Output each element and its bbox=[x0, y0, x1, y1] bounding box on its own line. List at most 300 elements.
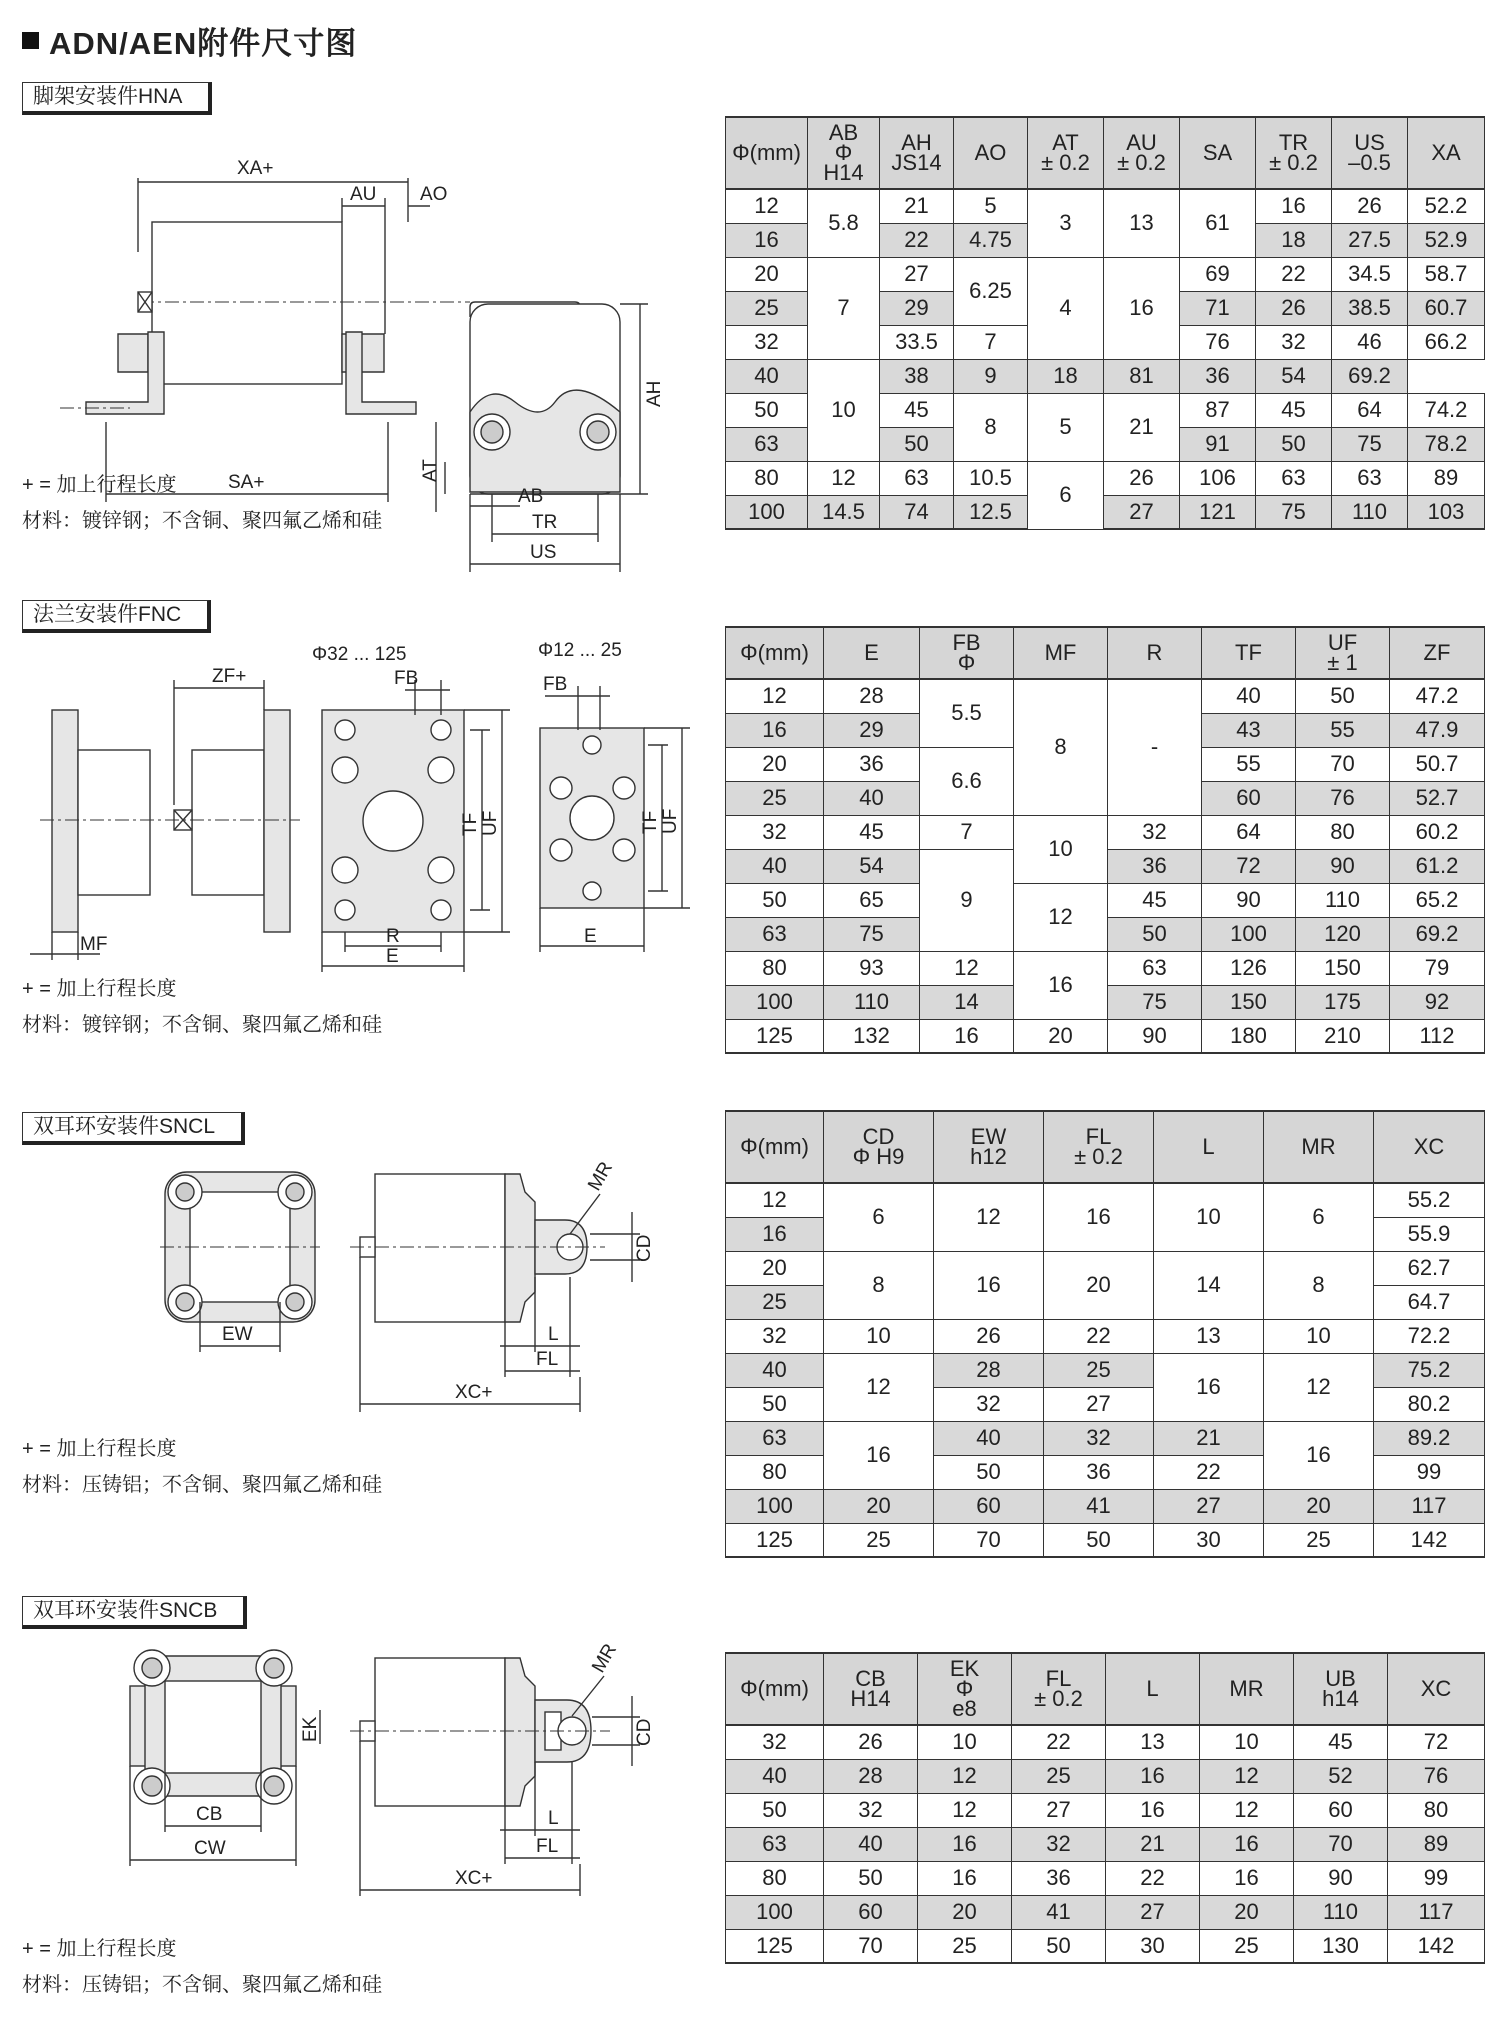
hna-table bbox=[725, 116, 1485, 530]
sncb-mr-leader bbox=[572, 1676, 604, 1716]
table-cell: 74 bbox=[880, 495, 954, 529]
table-cell: 55.2 bbox=[1374, 1183, 1485, 1217]
table-cell: 38.5 bbox=[1332, 291, 1408, 325]
table-cell: 60 bbox=[824, 1895, 918, 1929]
sncl-label-l: L bbox=[548, 1324, 559, 1345]
hna-header-row bbox=[726, 117, 1485, 189]
table-cell: 54 bbox=[824, 849, 920, 883]
table-cell: 80 bbox=[1296, 815, 1390, 849]
table-cell: 80 bbox=[726, 1455, 824, 1489]
table-cell: 12 bbox=[920, 951, 1014, 985]
table-cell: 142 bbox=[1374, 1523, 1485, 1557]
table-cell: 27.5 bbox=[1332, 223, 1408, 257]
fnc-row-12 bbox=[726, 679, 1485, 713]
table-cell: 10 bbox=[1200, 1725, 1294, 1759]
hna-h-tr: TR ± 0.2 bbox=[1256, 117, 1332, 189]
table-cell: 25 bbox=[726, 1285, 824, 1319]
fnc-stroke-note: + = 加上行程长度 bbox=[22, 978, 177, 1000]
fnc-h-phi: Φ(mm) bbox=[726, 627, 824, 679]
sncb-mount-base bbox=[505, 1658, 535, 1806]
table-cell: 21 bbox=[880, 189, 954, 223]
table-cell: 63 bbox=[726, 1421, 824, 1455]
table-cell: 125 bbox=[726, 1929, 824, 1963]
table-cell: 5 bbox=[1028, 393, 1104, 461]
table-cell: 117 bbox=[1374, 1489, 1485, 1523]
table-cell: 41 bbox=[1012, 1895, 1106, 1929]
table-cell: 25 bbox=[1200, 1929, 1294, 1963]
hna-label-ab: AB bbox=[518, 486, 544, 507]
section-label-hna: 脚架安装件HNA bbox=[22, 82, 212, 115]
table-cell: 25 bbox=[824, 1523, 934, 1557]
fnc-label-small-tf: TF bbox=[640, 810, 661, 834]
fnc-h-mf: MF bbox=[1014, 627, 1108, 679]
table-cell: 99 bbox=[1388, 1861, 1485, 1895]
table-cell: 100 bbox=[726, 985, 824, 1019]
table-cell: 90 bbox=[1296, 849, 1390, 883]
table-cell: 5 bbox=[954, 189, 1028, 223]
table-cell: 6 bbox=[1264, 1183, 1374, 1251]
hna-label-xa: XA+ bbox=[237, 158, 274, 179]
table-cell: 50 bbox=[1256, 427, 1332, 461]
table-cell: 22 bbox=[1012, 1725, 1106, 1759]
table-cell: 29 bbox=[880, 291, 954, 325]
hna-label-ah: AH bbox=[644, 380, 665, 407]
table-cell: 6 bbox=[1028, 461, 1104, 529]
table-cell: 110 bbox=[1294, 1895, 1388, 1929]
table-cell: 12 bbox=[918, 1759, 1012, 1793]
table-cell: 76 bbox=[1388, 1759, 1485, 1793]
hna-label-au: AU bbox=[350, 184, 377, 205]
table-cell: 28 bbox=[824, 1759, 918, 1793]
table-cell: 65 bbox=[824, 883, 920, 917]
hna-label-sa: SA+ bbox=[228, 472, 265, 493]
table-cell: 16 bbox=[1044, 1183, 1154, 1251]
sncb-label-cb: CB bbox=[196, 1804, 223, 1825]
table-cell: 32 bbox=[726, 1725, 824, 1759]
table-cell: 50 bbox=[824, 1861, 918, 1895]
table-cell: 52.2 bbox=[1408, 189, 1485, 223]
table-cell: 27 bbox=[1106, 1895, 1200, 1929]
hna-label-at: AT bbox=[420, 459, 441, 482]
table-cell: 70 bbox=[1296, 747, 1390, 781]
table-cell: 50 bbox=[726, 1387, 824, 1421]
table-cell: 36 bbox=[1180, 359, 1256, 393]
fnc-right-flange bbox=[264, 710, 290, 932]
table-cell: 28 bbox=[934, 1353, 1044, 1387]
table-cell: 92 bbox=[1390, 985, 1485, 1019]
table-cell: 43 bbox=[1202, 713, 1296, 747]
table-cell: 27 bbox=[1044, 1387, 1154, 1421]
table-cell: 52.7 bbox=[1390, 781, 1485, 815]
fnc-h-fb: FB Φ bbox=[920, 627, 1014, 679]
table-cell: 47.2 bbox=[1390, 679, 1485, 713]
fnc-label-range-small: Φ12 ... 25 bbox=[538, 640, 622, 661]
table-cell: 63 bbox=[1332, 461, 1408, 495]
sncl-stroke-note: + = 加上行程长度 bbox=[22, 1438, 177, 1460]
table-cell: 80 bbox=[726, 461, 808, 495]
table-cell: - bbox=[1108, 679, 1202, 815]
table-cell: 25 bbox=[1264, 1523, 1374, 1557]
table-cell: 32 bbox=[934, 1387, 1044, 1421]
table-cell: 70 bbox=[824, 1929, 918, 1963]
sncl-label-ew: EW bbox=[222, 1324, 253, 1345]
table-cell: 16 bbox=[920, 1019, 1014, 1053]
hna-h-us: US –0.5 bbox=[1332, 117, 1408, 189]
table-cell: 16 bbox=[934, 1251, 1044, 1319]
table-cell: 38 bbox=[880, 359, 954, 393]
table-cell: 40 bbox=[726, 1353, 824, 1387]
sncl-mount-base bbox=[505, 1174, 535, 1322]
fnc-table bbox=[725, 626, 1485, 1054]
table-cell: 22 bbox=[880, 223, 954, 257]
table-cell: 132 bbox=[824, 1019, 920, 1053]
table-cell: 16 bbox=[1154, 1353, 1264, 1421]
table-cell: 69.2 bbox=[1332, 359, 1408, 393]
table-cell: 16 bbox=[824, 1421, 934, 1489]
fnc-label-tf: TF bbox=[460, 812, 481, 836]
table-cell: 70 bbox=[934, 1523, 1044, 1557]
table-cell: 25 bbox=[1012, 1759, 1106, 1793]
table-cell: 72 bbox=[1388, 1725, 1485, 1759]
sncl-row-63 bbox=[726, 1421, 1485, 1455]
table-cell: 80 bbox=[726, 1861, 824, 1895]
table-cell: 87 bbox=[1180, 393, 1256, 427]
table-cell: 50.7 bbox=[1390, 747, 1485, 781]
table-cell: 75.2 bbox=[1374, 1353, 1485, 1387]
table-cell: 80 bbox=[726, 951, 824, 985]
sncb-h-fl: FL ± 0.2 bbox=[1012, 1653, 1106, 1725]
table-cell: 45 bbox=[880, 393, 954, 427]
table-cell: 89.2 bbox=[1374, 1421, 1485, 1455]
table-cell: 16 bbox=[1106, 1793, 1200, 1827]
table-cell: 21 bbox=[1104, 393, 1180, 461]
table-cell: 60 bbox=[1294, 1793, 1388, 1827]
fnc-label-mf: MF bbox=[80, 934, 108, 955]
table-cell: 12 bbox=[726, 189, 808, 223]
table-cell: 175 bbox=[1296, 985, 1390, 1019]
fnc-label-fb: FB bbox=[394, 668, 419, 689]
fnc-h-e: E bbox=[824, 627, 920, 679]
table-cell: 26 bbox=[824, 1725, 918, 1759]
table-cell: 20 bbox=[1014, 1019, 1108, 1053]
table-cell: 3 bbox=[1028, 189, 1104, 257]
table-cell: 26 bbox=[1104, 461, 1180, 495]
table-cell: 27 bbox=[1154, 1489, 1264, 1523]
table-cell: 40 bbox=[726, 849, 824, 883]
hna-h-phi: Φ(mm) bbox=[726, 117, 808, 189]
fnc-h-tf: TF bbox=[1202, 627, 1296, 679]
table-cell: 12.5 bbox=[954, 495, 1028, 529]
sncl-h-mr: MR bbox=[1264, 1111, 1374, 1183]
table-cell: 16 bbox=[1200, 1827, 1294, 1861]
table-cell: 12 bbox=[934, 1183, 1044, 1251]
sncb-h-ub: UB h14 bbox=[1294, 1653, 1388, 1725]
sncb-h-ek: EK Φ e8 bbox=[918, 1653, 1012, 1725]
table-cell: 6.25 bbox=[954, 257, 1028, 325]
hna-label-ao: AO bbox=[420, 184, 448, 205]
table-cell: 12 bbox=[1264, 1353, 1374, 1421]
table-cell: 100 bbox=[1202, 917, 1296, 951]
table-cell: 126 bbox=[1202, 951, 1296, 985]
table-cell: 47.9 bbox=[1390, 713, 1485, 747]
table-cell: 16 bbox=[918, 1827, 1012, 1861]
table-cell: 32 bbox=[824, 1793, 918, 1827]
table-cell: 100 bbox=[726, 1895, 824, 1929]
table-cell: 8 bbox=[954, 393, 1028, 461]
table-cell: 14.5 bbox=[808, 495, 880, 529]
sncb-h-cb: CB H14 bbox=[824, 1653, 918, 1725]
table-cell: 106 bbox=[1180, 461, 1256, 495]
table-cell: 21 bbox=[1154, 1421, 1264, 1455]
sncb-row-100 bbox=[726, 1895, 1485, 1929]
sncb-row-32 bbox=[726, 1725, 1485, 1759]
table-cell: 40 bbox=[824, 1827, 918, 1861]
table-cell: 50 bbox=[1044, 1523, 1154, 1557]
table-cell: 30 bbox=[1154, 1523, 1264, 1557]
table-cell: 64.7 bbox=[1374, 1285, 1485, 1319]
table-cell: 50 bbox=[726, 393, 808, 427]
table-cell: 63 bbox=[726, 1827, 824, 1861]
hna-row-100 bbox=[726, 495, 1485, 529]
table-cell: 34.5 bbox=[1332, 257, 1408, 291]
fnc-header-row bbox=[726, 627, 1485, 679]
fnc-drawing bbox=[0, 600, 720, 980]
fnc-label-e: E bbox=[386, 946, 399, 967]
table-cell: 99 bbox=[1374, 1455, 1485, 1489]
table-cell: 93 bbox=[824, 951, 920, 985]
table-cell: 63 bbox=[1256, 461, 1332, 495]
sncl-mr-leader bbox=[570, 1194, 600, 1234]
table-cell: 27 bbox=[1104, 495, 1180, 529]
sncl-h-cd: CD Φ H9 bbox=[824, 1111, 934, 1183]
table-cell: 16 bbox=[1014, 951, 1108, 1019]
sncl-h-l: L bbox=[1154, 1111, 1264, 1183]
table-cell: 32 bbox=[726, 815, 824, 849]
table-cell: 12 bbox=[726, 679, 824, 713]
table-cell: 74.2 bbox=[1408, 393, 1485, 427]
table-cell: 210 bbox=[1296, 1019, 1390, 1053]
table-cell: 20 bbox=[726, 257, 808, 291]
table-cell: 13 bbox=[1104, 189, 1180, 257]
hna-h-at: AT ± 0.2 bbox=[1028, 117, 1104, 189]
table-cell: 112 bbox=[1390, 1019, 1485, 1053]
sncl-h-xc: XC bbox=[1374, 1111, 1485, 1183]
table-cell: 110 bbox=[824, 985, 920, 1019]
table-cell: 36 bbox=[824, 747, 920, 781]
table-cell: 16 bbox=[918, 1861, 1012, 1895]
sncl-row-100 bbox=[726, 1489, 1485, 1523]
table-cell: 75 bbox=[1332, 427, 1408, 461]
table-cell: 26 bbox=[1332, 189, 1408, 223]
table-cell: 12 bbox=[808, 461, 880, 495]
table-cell: 16 bbox=[726, 713, 824, 747]
sncl-cylinder-body bbox=[375, 1174, 505, 1322]
sncl-table bbox=[725, 1110, 1485, 1558]
table-cell: 52.9 bbox=[1408, 223, 1485, 257]
table-cell: 121 bbox=[1180, 495, 1256, 529]
table-cell: 32 bbox=[1108, 815, 1202, 849]
table-cell: 10 bbox=[808, 359, 880, 461]
table-cell: 32 bbox=[726, 325, 808, 359]
sncl-label-fl: FL bbox=[536, 1349, 559, 1370]
table-cell: 29 bbox=[824, 713, 920, 747]
table-cell: 150 bbox=[1202, 985, 1296, 1019]
table-cell: 55 bbox=[1296, 713, 1390, 747]
table-cell: 25 bbox=[726, 291, 808, 325]
sncl-row-20 bbox=[726, 1251, 1485, 1285]
table-cell: 45 bbox=[1256, 393, 1332, 427]
fnc-h-zf: ZF bbox=[1390, 627, 1485, 679]
sncb-h-xc: XC bbox=[1388, 1653, 1485, 1725]
title-square-icon bbox=[22, 32, 39, 49]
table-cell: 89 bbox=[1408, 461, 1485, 495]
table-cell: 5.5 bbox=[920, 679, 1014, 747]
table-cell: 50 bbox=[726, 1793, 824, 1827]
table-cell: 60.7 bbox=[1408, 291, 1485, 325]
table-cell: 20 bbox=[1200, 1895, 1294, 1929]
sncb-h-l: L bbox=[1106, 1653, 1200, 1725]
sncb-label-cw: CW bbox=[194, 1838, 226, 1859]
table-cell: 60.2 bbox=[1390, 815, 1485, 849]
table-cell: 26 bbox=[934, 1319, 1044, 1353]
table-cell: 100 bbox=[726, 495, 808, 529]
table-cell: 62.7 bbox=[1374, 1251, 1485, 1285]
sncl-row-125 bbox=[726, 1523, 1485, 1557]
sncb-row-80 bbox=[726, 1861, 1485, 1895]
table-cell: 45 bbox=[824, 815, 920, 849]
table-cell: 81 bbox=[1104, 359, 1180, 393]
table-cell: 54 bbox=[1256, 359, 1332, 393]
table-cell: 63 bbox=[726, 917, 824, 951]
hna-stroke-note: + = 加上行程长度 bbox=[22, 474, 177, 496]
table-cell: 4.75 bbox=[954, 223, 1028, 257]
table-cell: 12 bbox=[1200, 1759, 1294, 1793]
table-cell: 46 bbox=[1332, 325, 1408, 359]
table-cell: 61.2 bbox=[1390, 849, 1485, 883]
table-cell: 110 bbox=[1332, 495, 1408, 529]
sncl-h-ew: EW h12 bbox=[934, 1111, 1044, 1183]
table-cell: 110 bbox=[1296, 883, 1390, 917]
hna-label-tr: TR bbox=[532, 512, 558, 533]
table-cell: 27 bbox=[1012, 1793, 1106, 1827]
table-cell: 16 bbox=[1256, 189, 1332, 223]
table-cell: 14 bbox=[1154, 1251, 1264, 1319]
table-cell: 28 bbox=[824, 679, 920, 713]
page-title bbox=[22, 18, 357, 63]
table-cell: 90 bbox=[1294, 1861, 1388, 1895]
table-cell: 20 bbox=[1264, 1489, 1374, 1523]
fnc-row-125 bbox=[726, 1019, 1485, 1053]
sncl-h-phi: Φ(mm) bbox=[726, 1111, 824, 1183]
table-cell: 60 bbox=[1202, 781, 1296, 815]
table-cell: 10 bbox=[824, 1319, 934, 1353]
fnc-label-range-large: Φ32 ... 125 bbox=[312, 644, 407, 665]
fnc-h-r: R bbox=[1108, 627, 1202, 679]
table-cell: 7 bbox=[954, 325, 1028, 359]
hna-h-ab: AB Φ H14 bbox=[808, 117, 880, 189]
sncb-label-l: L bbox=[548, 1808, 559, 1829]
table-cell: 75 bbox=[1108, 985, 1202, 1019]
sncb-drawing bbox=[0, 1596, 720, 1916]
fnc-label-zf: ZF+ bbox=[212, 666, 247, 687]
page-title-text: ADN/AEN附件尺寸图 bbox=[49, 26, 358, 61]
table-cell: 50 bbox=[1012, 1929, 1106, 1963]
table-cell: 14 bbox=[920, 985, 1014, 1019]
fnc-label-uf: UF bbox=[480, 810, 501, 836]
table-cell: 45 bbox=[1294, 1725, 1388, 1759]
sncl-label-xc: XC+ bbox=[455, 1382, 493, 1403]
table-cell: 142 bbox=[1388, 1929, 1485, 1963]
section-label-sncb: 双耳环安装件SNCB bbox=[22, 1596, 247, 1629]
table-cell: 12 bbox=[1014, 883, 1108, 951]
table-cell: 5.8 bbox=[808, 189, 880, 257]
table-cell: 16 bbox=[726, 1217, 824, 1251]
table-cell: 78.2 bbox=[1408, 427, 1485, 461]
table-cell: 45 bbox=[1108, 883, 1202, 917]
table-cell: 10 bbox=[1014, 815, 1108, 883]
table-cell: 22 bbox=[1044, 1319, 1154, 1353]
fnc-cylinder-body bbox=[192, 750, 264, 895]
table-cell: 50 bbox=[726, 883, 824, 917]
table-cell: 36 bbox=[1044, 1455, 1154, 1489]
sncb-cylinder-body bbox=[375, 1658, 505, 1806]
table-cell: 16 bbox=[1104, 257, 1180, 359]
hna-row-40 bbox=[726, 359, 1485, 393]
table-cell: 80.2 bbox=[1374, 1387, 1485, 1421]
fnc-row-32 bbox=[726, 815, 1485, 849]
table-cell: 9 bbox=[954, 359, 1028, 393]
table-cell: 12 bbox=[824, 1353, 934, 1421]
fnc-h-uf: UF ± 1 bbox=[1296, 627, 1390, 679]
sncb-row-63 bbox=[726, 1827, 1485, 1861]
hna-material: 材料：镀锌钢；不含铜、聚四氟乙烯和硅 bbox=[22, 510, 382, 532]
sncb-header-row bbox=[726, 1653, 1485, 1725]
fnc-row-80 bbox=[726, 951, 1485, 985]
hna-h-ao: AO bbox=[954, 117, 1028, 189]
table-cell: 40 bbox=[1202, 679, 1296, 713]
hna-h-xa: XA bbox=[1408, 117, 1485, 189]
table-cell: 18 bbox=[1028, 359, 1104, 393]
table-cell: 50 bbox=[1108, 917, 1202, 951]
table-cell: 130 bbox=[1294, 1929, 1388, 1963]
table-cell: 63 bbox=[726, 427, 808, 461]
table-cell: 103 bbox=[1408, 495, 1485, 529]
table-cell: 7 bbox=[808, 257, 880, 359]
table-cell: 20 bbox=[918, 1895, 1012, 1929]
hna-left-nut bbox=[118, 334, 148, 372]
table-cell: 32 bbox=[1012, 1827, 1106, 1861]
table-cell: 22 bbox=[1256, 257, 1332, 291]
table-cell: 8 bbox=[1264, 1251, 1374, 1319]
table-cell: 55.9 bbox=[1374, 1217, 1485, 1251]
sncl-drawing bbox=[0, 1112, 720, 1442]
table-cell: 16 bbox=[1106, 1759, 1200, 1793]
table-cell: 117 bbox=[1388, 1895, 1485, 1929]
table-cell: 27 bbox=[880, 257, 954, 291]
hna-row-12 bbox=[726, 189, 1485, 223]
table-cell: 18 bbox=[1256, 223, 1332, 257]
table-cell: 58.7 bbox=[1408, 257, 1485, 291]
sncl-label-mr: MR bbox=[584, 1158, 618, 1195]
sncb-label-ek: EK bbox=[300, 1716, 321, 1742]
table-cell: 6.6 bbox=[920, 747, 1014, 815]
table-cell: 12 bbox=[1200, 1793, 1294, 1827]
table-cell: 63 bbox=[1108, 951, 1202, 985]
table-cell: 41 bbox=[1044, 1489, 1154, 1523]
table-cell: 9 bbox=[920, 849, 1014, 951]
section-label-sncl: 双耳环安装件SNCL bbox=[22, 1112, 245, 1145]
table-cell: 80 bbox=[1388, 1793, 1485, 1827]
